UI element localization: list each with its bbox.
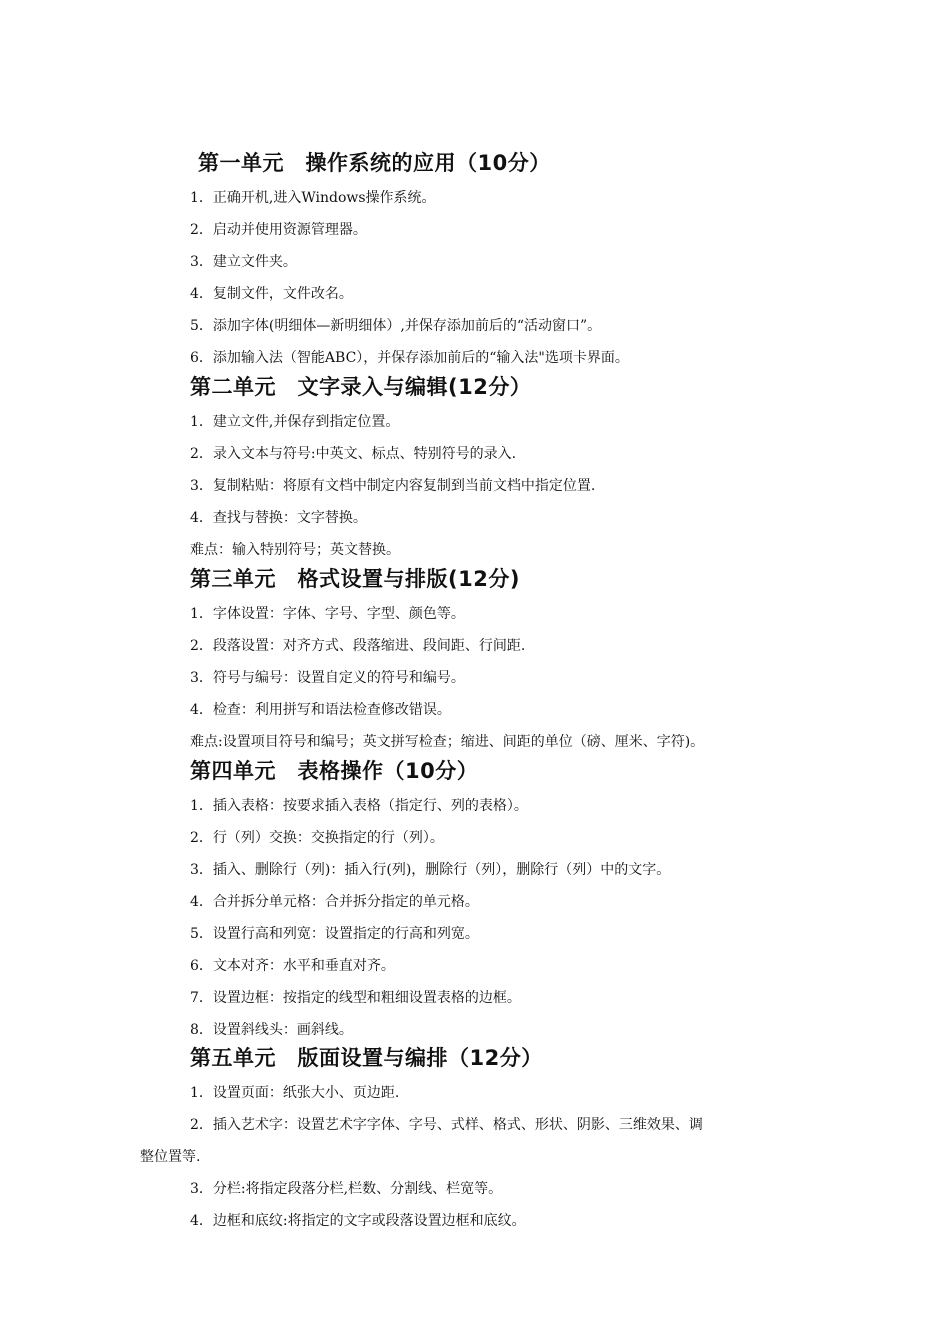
- unit-4-item-8: 8．设置斜线头：画斜线。: [190, 1022, 353, 1038]
- unit-4-item-5: 5．设置行高和列宽：设置指定的行高和列宽。: [190, 926, 479, 942]
- unit-2-item-1: 1．建立文件,并保存到指定位置。: [190, 414, 400, 430]
- unit-2-note: 难点：输入特别符号；英文替换。: [190, 542, 400, 558]
- unit-3-note: 难点:设置项目符号和编号；英文拼写检查；缩进、间距的单位（磅、厘米、字符)。: [190, 734, 705, 750]
- unit-4-item-7: 7．设置边框：按指定的线型和粗细设置表格的边框。: [190, 990, 521, 1006]
- unit-2-item-4: 4．查找与替换：文字替换。: [190, 510, 367, 526]
- unit-4-title: 第四单元 表格操作（10分）: [190, 759, 479, 783]
- unit-2-item-3: 3．复制粘贴：将原有文档中制定内容复制到当前文档中指定位置.: [190, 478, 596, 494]
- unit-3-item-1: 1．字体设置：字体、字号、字型、颜色等。: [190, 606, 465, 622]
- unit-5-item-3: 3．分栏:将指定段落分栏,栏数、分割线、栏宽等。: [190, 1181, 503, 1197]
- unit-1-item-3: 3．建立文件夹。: [190, 254, 297, 270]
- unit-5-item-2: 2．插入艺术字：设置艺术字字体、字号、式样、格式、形状、阴影、三维效果、调: [190, 1117, 703, 1133]
- unit-4-item-6: 6．文本对齐：水平和垂直对齐。: [190, 958, 395, 974]
- unit-4-item-1: 1．插入表格：按要求插入表格（指定行、列的表格）。: [190, 798, 528, 814]
- unit-3-item-2: 2．段落设置：对齐方式、段落缩进、段间距、行间距.: [190, 638, 526, 654]
- unit-5-item-2-continued: 整位置等.: [140, 1149, 201, 1165]
- unit-4-item-2: 2．行（列）交换：交换指定的行（列）。: [190, 830, 444, 846]
- unit-1-title: 第一单元 操作系统的应用（10分）: [198, 151, 551, 175]
- unit-1-item-1: 1．正确开机,进入Windows操作系统。: [190, 190, 436, 206]
- unit-2-title: 第二单元 文字录入与编辑(12分）: [190, 375, 532, 399]
- unit-3-item-3: 3．符号与编号：设置自定义的符号和编号。: [190, 670, 465, 686]
- unit-1-item-2: 2．启动并使用资源管理器。: [190, 222, 367, 238]
- unit-2-item-2: 2．录入文本与符号:中英文、标点、特别符号的录入.: [190, 446, 517, 462]
- unit-3-item-4: 4．检查：利用拼写和语法检查修改错误。: [190, 702, 451, 718]
- unit-5-item-4: 4．边框和底纹:将指定的文字或段落设置边框和底纹。: [190, 1213, 526, 1229]
- unit-1-item-6: 6．添加输入法（智能ABC），并保存添加前后的“输入法"选项卡界面。: [190, 350, 629, 366]
- unit-1-item-5: 5．添加字体(明细体—新明细体）,并保存添加前后的“活动窗口”。: [190, 318, 602, 334]
- unit-3-title: 第三单元 格式设置与排版(12分): [190, 567, 520, 591]
- unit-4-item-3: 3．插入、删除行（列)：插入行(列)，删除行（列），删除行（列）中的文字。: [190, 862, 671, 878]
- unit-1-item-4: 4．复制文件，文件改名。: [190, 286, 353, 302]
- unit-5-item-1: 1．设置页面：纸张大小、页边距.: [190, 1085, 400, 1101]
- unit-4-item-4: 4．合并拆分单元格：合并拆分指定的单元格。: [190, 894, 479, 910]
- unit-5-title: 第五单元 版面设置与编排（12分）: [190, 1046, 543, 1070]
